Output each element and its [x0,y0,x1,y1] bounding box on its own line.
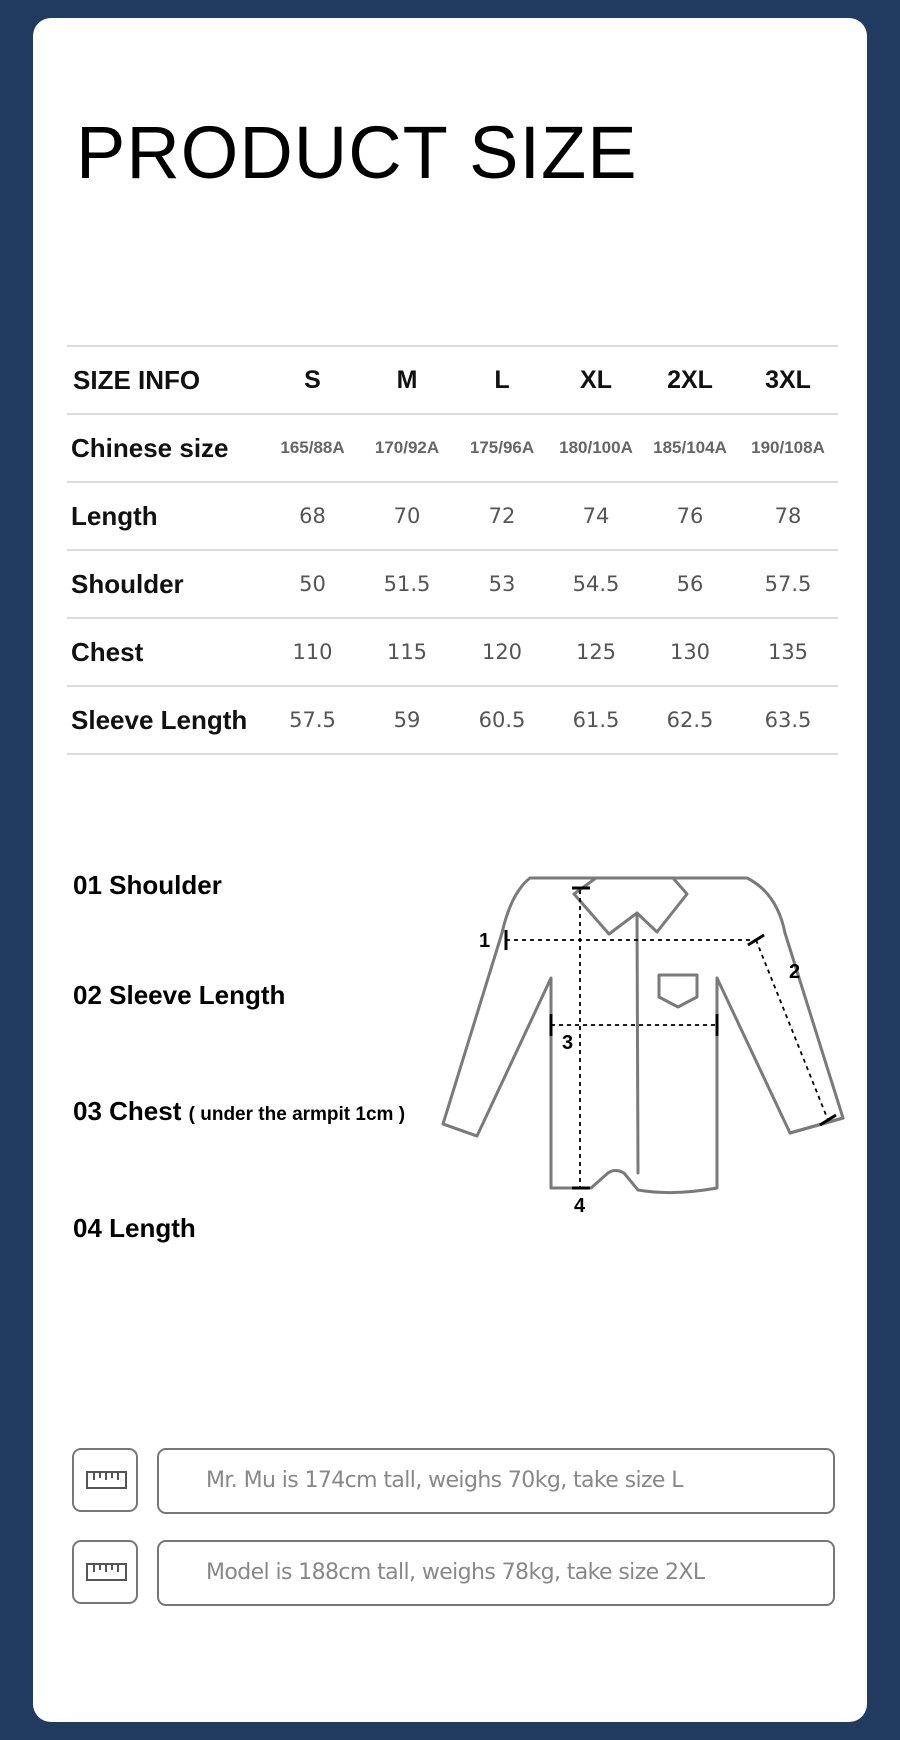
header-size-xl: XL [550,346,642,414]
header-size-3xl: 3XL [738,346,838,414]
shirt-diagram-icon [33,18,867,1298]
table-cell: 185/104A [642,414,738,482]
header-size-l: L [454,346,550,414]
model-info-1: Mr. Mu is 174cm tall, weighs 70kg, take size L [157,1448,835,1514]
table-cell: 61.5 [550,686,642,754]
table-cell: 63.5 [738,686,838,754]
table-cell: 56 [642,550,738,618]
table-cell: 57.5 [265,686,360,754]
table-cell: 74 [550,482,642,550]
table-cell: 70 [360,482,454,550]
ruler-icon [74,1450,136,1510]
table-cell: 59 [360,686,454,754]
table-cell: 165/88A [265,414,360,482]
legend-length: 04 Length [73,1213,196,1243]
table-cell: 68 [265,482,360,550]
table-cell: 57.5 [738,550,838,618]
size-card [33,18,867,1722]
table-cell: 190/108A [738,414,838,482]
table-cell: 62.5 [642,686,738,754]
ruler-icon-box [72,1540,138,1604]
legend-chest-label: 03 Chest [73,1096,182,1126]
header-size-info: SIZE INFO [67,346,265,414]
table-cell: 60.5 [454,686,550,754]
row-label: Chinese size [67,414,265,482]
table-cell: 125 [550,618,642,686]
diagram-label-3: 3 [562,1032,574,1054]
row-label: Chest [67,618,265,686]
ruler-icon-box [72,1448,138,1512]
table-cell: 110 [265,618,360,686]
table-cell: 76 [642,482,738,550]
table-cell: 51.5 [360,550,454,618]
table-cell: 130 [642,618,738,686]
diagram-label-2: 2 [789,961,801,983]
table-cell: 54.5 [550,550,642,618]
diagram-label-4: 4 [574,1195,586,1217]
row-label: Shoulder [67,550,265,618]
header-size-2xl: 2XL [642,346,738,414]
table-cell: 120 [454,618,550,686]
header-size-m: M [360,346,454,414]
ruler-icon [74,1542,136,1602]
model-info-2: Model is 188cm tall, weighs 78kg, take size 2XL [157,1540,835,1606]
table-cell: 170/92A [360,414,454,482]
table-cell: 180/100A [550,414,642,482]
legend-chest-note: ( under the armpit 1cm ) [188,1104,406,1125]
table-cell: 115 [360,618,454,686]
page-title: PRODUCT SIZE [76,111,638,194]
header-size-s: S [265,346,360,414]
table-cell: 50 [265,550,360,618]
table-cell: 135 [738,618,838,686]
row-label: Sleeve Length [67,686,265,754]
diagram-label-1: 1 [479,930,491,952]
legend-sleeve-length: 02 Sleeve Length [73,980,286,1010]
row-label: Length [67,482,265,550]
table-cell: 72 [454,482,550,550]
table-cell: 78 [738,482,838,550]
legend-shoulder: 01 Shoulder [73,870,222,900]
table-cell: 175/96A [454,414,550,482]
table-cell: 53 [454,550,550,618]
